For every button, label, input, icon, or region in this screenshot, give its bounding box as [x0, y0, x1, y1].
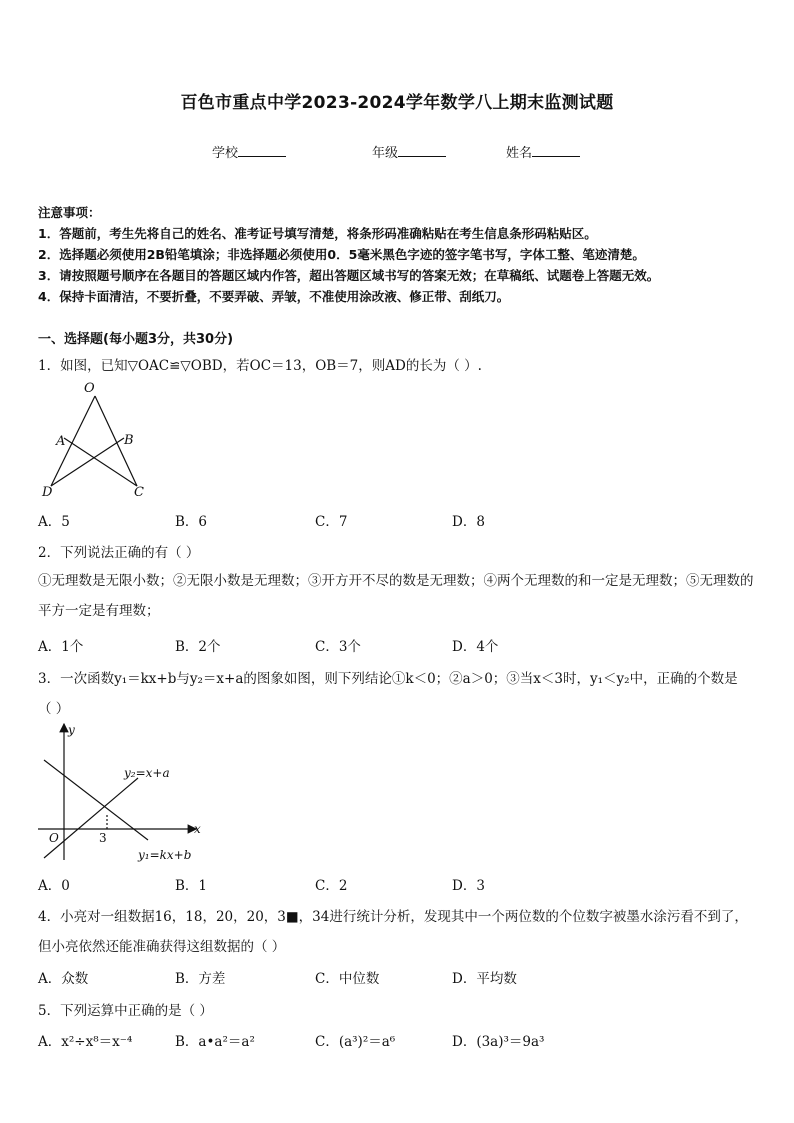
q5-option-d: D．(3a)³＝9a³ [452, 1034, 545, 1050]
y-axis-label: y [68, 723, 75, 737]
q5-option-a: A．x²÷x⁸＝x⁻⁴ [38, 1034, 133, 1050]
q1-option-a: A．5 [38, 514, 70, 530]
line-y2 [44, 778, 138, 858]
q1-option-b: B．6 [175, 514, 208, 530]
question-2: 2．下列说法正确的有（ ） [38, 545, 200, 561]
question-3-cont: （ ） [38, 701, 70, 717]
grade-label: 年级 [372, 146, 399, 161]
question-1: 1．如图，已知▽OAC≌▽OBD，若OC＝13，OB＝7，则AD的长为（ ）. [38, 358, 482, 374]
x-axis-label: x [194, 822, 201, 836]
q2-option-d: D．4个 [452, 639, 499, 655]
origin-label: O [49, 831, 59, 845]
label-O: O [84, 381, 95, 396]
notes-heading: 注意事项： [38, 205, 101, 220]
note-item: 2．选择题必须使用2B铅笔填涂；非选择题必须使用0．5毫米黑色字迹的签字笔书写，字体工整、笔迹清楚。 [38, 247, 645, 262]
question-3: 3．一次函数y₁＝kx+b与y₂＝x+a的图象如图，则下列结论①k＜0；②a＞0；③当x＜3时，y₁＜y₂中，正确的个数是 [38, 671, 738, 687]
question-5: 5．下列运算中正确的是（ ） [38, 1003, 213, 1019]
label-D: D [42, 485, 53, 500]
note-item: 4．保持卡面清洁，不要折叠，不要弄破、弄皱，不准使用涂改液、修正带、刮纸刀。 [38, 289, 510, 304]
question-2-body: ①无理数是无限小数；②无限小数是无理数；③开方开不尽的数是无理数；④两个无理数的和一定是无理数；⑤无理数的平方一定是有理数； [38, 573, 754, 619]
q3-option-d: D．3 [452, 878, 485, 894]
label-B: B [124, 433, 134, 448]
name-label: 姓名 [506, 146, 533, 161]
q3-option-a: A．0 [38, 878, 70, 894]
note-item: 3．请按照题号顺序在各题目的答题区域内作答，超出答题区域书写的答案无效；在草稿纸、试题卷上答题无效。 [38, 268, 660, 283]
q3-graph-figure [36, 718, 211, 868]
school-blank [238, 144, 286, 157]
q4-option-d: D．平均数 [452, 971, 517, 987]
page-title: 百色市重点中学2023-2024学年数学八上期末监测试题 [180, 93, 614, 113]
note-item: 1．答题前，考生先将自己的姓名、准考证号填写清楚，将条形码准确粘贴在考生信息条形码粘贴区。 [38, 226, 597, 241]
q2-option-a: A．1个 [38, 639, 84, 655]
name-blank [532, 144, 580, 157]
label-A: A [56, 434, 66, 449]
question-4-cont: 但小亮依然还能准确获得这组数据的（ ） [38, 939, 286, 955]
school-label: 学校 [212, 146, 239, 161]
grade-field [372, 142, 446, 161]
q2-option-c: C．3个 [315, 639, 361, 655]
label-C: C [134, 485, 144, 500]
q1-triangle-figure [38, 378, 158, 503]
school-field [212, 142, 286, 161]
grade-blank [398, 144, 446, 157]
q3-option-c: C．2 [315, 878, 348, 894]
q5-option-c: C．(a³)²＝a⁶ [315, 1034, 396, 1050]
q4-option-b: B．方差 [175, 971, 226, 987]
q4-option-a: A．众数 [38, 971, 89, 987]
section-heading: 一、选择题(每小题3分，共30分) [38, 332, 234, 347]
tick-3-label: 3 [99, 831, 107, 845]
line-y2-label: y₂=x+a [124, 766, 170, 780]
q1-option-d: D．8 [452, 514, 485, 530]
line-y1-label: y₁=kx+b [138, 848, 192, 862]
question-4: 4．小亮对一组数据16，18，20，20，3■，34进行统计分析，发现其中一个两位数的个位数字被墨水涂污看不到了， [38, 909, 748, 925]
q5-option-b: B．a•a²＝a² [175, 1034, 255, 1050]
q1-option-c: C．7 [315, 514, 348, 530]
name-field [506, 142, 580, 161]
q4-option-c: C．中位数 [315, 971, 380, 987]
q2-option-b: B．2个 [175, 639, 221, 655]
q3-option-b: B．1 [175, 878, 208, 894]
